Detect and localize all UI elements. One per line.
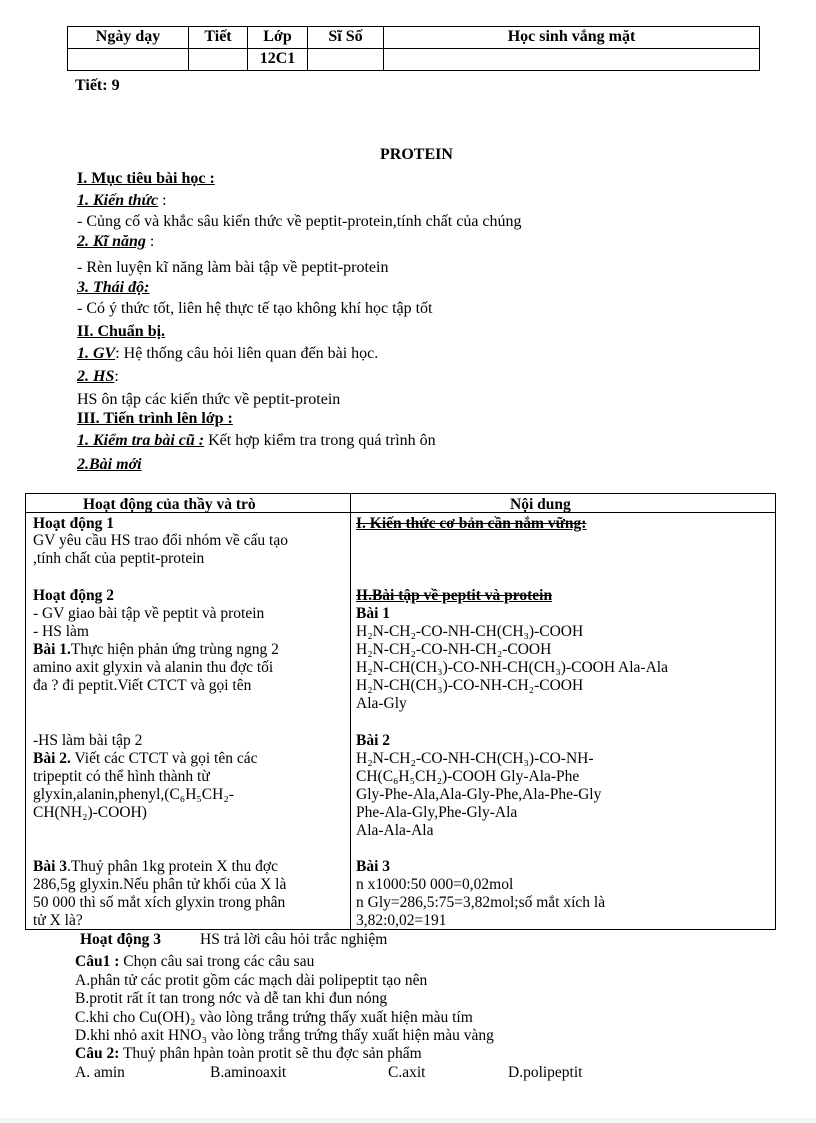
question-1-option-d: D.khi nhỏ axit HNO₃ vào lòng trắng trứng thấy xuất hiện màu vàng — [75, 1027, 494, 1044]
answer-2-line3: Gly-Phe-Ala,Ala-Gly-Phe,Ala-Phe-Gly — [356, 786, 602, 803]
knowledge-label: 1. Kiến thức — [77, 192, 159, 209]
exercise-3-line3: 50 000 thì số mắt xích glyxin trong phân — [33, 894, 286, 911]
skills-heading — [77, 233, 154, 251]
exercise-2-label: Bài 2. — [33, 750, 71, 767]
attitude-heading: 3. Thái độ: — [77, 279, 150, 296]
section-prep-title: II. Chuẩn bị. — [77, 323, 166, 340]
schedule-row — [68, 49, 760, 71]
question-2-text: Thuỷ phân hpàn toàn protit sẽ thu đợc sản phẩm — [119, 1045, 422, 1062]
header-period: Tiết — [189, 27, 248, 49]
question-1-text: Chọn câu sai trong các câu sau — [119, 953, 315, 970]
answer-3-line3: 3,82:0,02=191 — [356, 912, 447, 929]
student-heading — [77, 368, 119, 386]
page-title: PROTEIN — [380, 146, 453, 163]
answer-3-line1: n x1000:50 000=0,02mol — [356, 876, 514, 893]
activity-1-title: Hoạt động 1 — [33, 515, 114, 532]
answer-1-line3: H₂N-CH(CH₃)-CO-NH-CH(CH₃)-COOH Ala-Ala — [356, 659, 668, 676]
attitude-text: - Có ý thức tốt, liên hệ thực tế tạo không khí học tập tốt — [77, 300, 433, 317]
teacher-prep — [77, 345, 378, 363]
skills-colon: : — [145, 233, 155, 250]
answer-3-line2: n Gly=286,5:75=3,82mol;số mắt xích là — [356, 894, 606, 911]
activity-3-label: Hoạt động 3 — [80, 931, 161, 948]
answer-1-line2: H₂N-CH₂-CO-NH-CH₂-COOH — [356, 641, 552, 658]
activity-2-title: Hoạt động 2 — [33, 587, 114, 604]
teacher-label: 1. GV — [77, 345, 116, 362]
page-bottom-edge — [0, 1118, 816, 1123]
answer-2-line2: CH(C₆H₅CH₂)-COOH Gly-Ala-Phe — [356, 768, 580, 785]
question-1-label: Câu1 : — [75, 953, 120, 970]
exercise-3-line2: 286,5g glyxin.Nếu phân tử khối của X là — [33, 876, 287, 893]
exercise-1-label: Bài 1. — [33, 641, 71, 658]
teacher-text: : Hệ thống câu hỏi liên quan đến bài học. — [115, 345, 379, 362]
question-1 — [75, 953, 314, 971]
answer-2-line1: H₂N-CH₂-CO-NH-CH(CH₃)-CO-NH- — [356, 750, 594, 767]
header-left: Hoạt động của thầy và trò — [83, 496, 256, 513]
question-1-option-a: A.phân tử các protit gồm các mạch dài polipeptit tạo nên — [75, 972, 428, 989]
activity-table — [25, 493, 776, 930]
exercise-3-line1 — [33, 858, 278, 875]
student-colon: : — [114, 368, 119, 385]
exercise-3-text: .Thuỷ phân 1kg protein X thu đợc — [67, 858, 278, 875]
question-2-option-b: B.aminoaxit — [210, 1064, 287, 1081]
exercise-2-line2: tripeptit có thể hình thành từ — [33, 768, 210, 785]
exercise-2-line4: CH(NH₂)-COOH) — [33, 804, 147, 821]
skills-label: 2. Kĩ năng — [77, 233, 146, 250]
exercise-1-line2: amino axit glyxin và alanin thu đợc tối — [33, 659, 274, 676]
header-count: Sĩ Số — [308, 27, 384, 49]
new-lesson-heading: 2.Bài mới — [77, 456, 142, 473]
student-text: HS ôn tập các kiến thức về peptit-protein — [77, 391, 341, 408]
content-exercises-title: II.Bài tập về peptit và protein — [356, 587, 553, 604]
answer-2-title: Bài 2 — [356, 732, 391, 749]
header-right: Nội dung — [510, 496, 571, 513]
knowledge-colon: : — [158, 192, 167, 209]
section-objectives-title: I. Mục tiêu bài học : — [77, 170, 215, 187]
answer-2-line4: Phe-Ala-Gly,Phe-Gly-Ala — [356, 804, 518, 821]
activity-2-line2: - HS làm — [33, 623, 89, 640]
knowledge-text: - Củng cố và khắc sâu kiến thức về peptit-protein,tính chất của chúng — [77, 213, 522, 230]
activity-1-line2: ,tính chất của peptit-protein — [33, 550, 205, 567]
question-2 — [75, 1045, 422, 1063]
activity-3-text: HS trả lời câu hỏi trắc nghiệm — [200, 931, 388, 948]
answer-1-line5: Ala-Gly — [356, 695, 407, 712]
exercise-2-line3: glyxin,alanin,phenyl,(C₆H₅CH₂- — [33, 786, 234, 803]
question-1-option-b: B.protit rất ít tan trong nớc và dễ tan khi đun nóng — [75, 990, 388, 1007]
cell-absent — [384, 49, 760, 71]
check-old-lesson — [77, 432, 436, 450]
answer-2-line5: Ala-Ala-Ala — [356, 822, 434, 839]
check-text: Kết hợp kiểm tra trong quá trình ôn — [204, 432, 436, 449]
header-class: Lớp — [248, 27, 308, 49]
header-date: Ngày dạy — [68, 27, 189, 49]
exercise-1-text: Thực hiện phản ứng trùng ngng 2 — [70, 641, 279, 658]
question-2-option-a: A. amin — [75, 1064, 125, 1081]
question-2-option-d: D.polipeptit — [508, 1064, 583, 1081]
content-knowledge-text: I. Kiến thức cơ bản cần nắm vững: — [356, 515, 587, 532]
header-absent: Học sinh vắng mặt — [384, 27, 760, 49]
cell-class: 12C1 — [248, 49, 308, 71]
activity-2-line1: - GV giao bài tập về peptit và protein — [33, 605, 265, 622]
question-2-label: Câu 2: — [75, 1045, 120, 1062]
exercise-2-intro: -HS làm bài tập 2 — [33, 732, 143, 749]
exercise-3-line4: tử X là? — [33, 912, 83, 929]
cell-period — [189, 49, 248, 71]
question-1-option-c: C.khi cho Cu(OH)₂ vào lòng trắng trứng thấy xuất hiện màu tím — [75, 1009, 473, 1026]
question-2-option-c: C.axit — [388, 1064, 426, 1081]
exercise-1-line1 — [33, 641, 279, 658]
exercise-2-line1 — [33, 750, 258, 767]
lesson-number: Tiết: 9 — [75, 77, 120, 94]
section-process-title: III. Tiến trình lên lớp : — [77, 410, 233, 427]
exercise-2-text: Viết các CTCT và gọi tên các — [70, 750, 258, 767]
answer-1-line4: H₂N-CH(CH₃)-CO-NH-CH₂-COOH — [356, 677, 584, 694]
student-label: 2. HS — [77, 368, 115, 385]
answer-1-title: Bài 1 — [356, 605, 391, 622]
right-column — [351, 494, 775, 929]
knowledge-heading — [77, 192, 167, 210]
exercise-3-label: Bài 3 — [33, 858, 68, 875]
content-knowledge-title — [356, 515, 586, 532]
answer-3-title: Bài 3 — [356, 858, 391, 875]
answer-1-line1: H₂N-CH₂-CO-NH-CH(CH₃)-COOH — [356, 623, 584, 640]
activity-1-line1: GV yêu cầu HS trao đổi nhóm về cấu tạo — [33, 532, 288, 549]
schedule-table — [67, 26, 760, 71]
cell-date — [68, 49, 189, 71]
cell-count — [308, 49, 384, 71]
schedule-header-row — [68, 27, 760, 49]
exercise-1-line3: đa ? đi peptit.Viết CTCT và gọi tên — [33, 677, 252, 694]
skills-text: - Rèn luyện kĩ năng làm bài tập về peptit-protein — [77, 259, 389, 276]
check-label: 1. Kiểm tra bài cũ : — [77, 432, 205, 449]
